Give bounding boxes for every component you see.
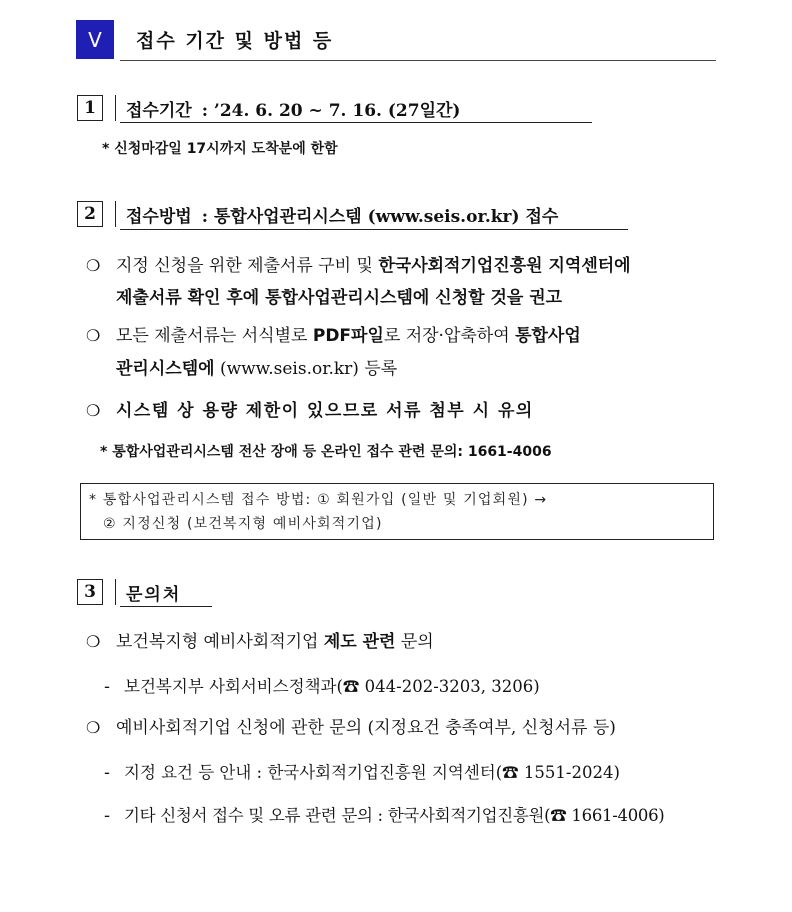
dash-marker: - <box>104 763 110 782</box>
subheading-method <box>77 201 558 227</box>
subheading-underline <box>120 229 628 230</box>
text: 보건복지형 예비사회적기업 <box>116 632 324 652</box>
list-item <box>86 627 434 652</box>
contact-line <box>104 759 620 783</box>
bullet-icon: ❍ <box>86 401 101 420</box>
list-item <box>86 251 631 276</box>
list-item <box>86 396 534 421</box>
text: 로 저장·압축하여 <box>383 326 516 346</box>
text: (www.seis.or.kr) 등록 <box>214 359 398 379</box>
contact-line <box>104 673 540 697</box>
text-bold: 제도 관련 <box>323 632 396 652</box>
bullet-icon: ❍ <box>86 326 101 345</box>
text: 보건복지부 사회서비스정책과(☎ 044-202-3203, 3206) <box>124 677 540 696</box>
subheading-contact <box>77 579 181 605</box>
text-bold: 한국사회적기업진흥원 지역센터에 <box>378 256 631 276</box>
text-bold: 관리시스템에 <box>116 359 215 379</box>
list-item <box>86 713 616 738</box>
subheading-underline <box>120 122 592 123</box>
section-number-badge: Ⅴ <box>76 20 114 59</box>
section-divider <box>120 60 716 61</box>
bullet-icon: ❍ <box>86 718 101 737</box>
dash-marker: - <box>104 806 110 825</box>
text: 지정 신청을 위한 제출서류 구비 및 <box>116 256 379 276</box>
bullet-icon: ❍ <box>86 632 101 651</box>
dash-marker: - <box>104 677 110 696</box>
subheading-number: 1 <box>77 95 103 121</box>
text: 기타 신청서 접수 및 오류 관련 문의 : 한국사회적기업진흥원(☎ 1661-4006) <box>124 806 665 825</box>
subheading-label: 문의처 <box>126 584 182 605</box>
subheading-separator <box>115 95 116 121</box>
subheading-separator <box>115 579 116 605</box>
text: 예비사회적기업 신청에 관한 문의 (지정요건 충족여부, 신청서류 등) <box>116 718 616 738</box>
contact-line <box>104 802 664 826</box>
subheading-number: 3 <box>77 579 103 605</box>
subheading-value: : 통합사업관리시스템 (www.seis.or.kr) 접수 <box>201 206 559 227</box>
list-item <box>86 321 581 346</box>
text-bold: PDF파일 <box>312 326 384 346</box>
text: 모든 제출서류는 서식별로 <box>116 326 313 346</box>
text: 지정 요건 등 안내 : 한국사회적기업진흥원 지역센터(☎ 1551-2024) <box>124 763 620 782</box>
bullet-icon: ❍ <box>86 256 101 275</box>
deadline-note: * 신청마감일 17시까지 도착분에 한함 <box>102 141 338 157</box>
subheading-underline <box>120 606 212 607</box>
subheading-separator <box>115 201 116 227</box>
text-bold: 통합사업 <box>515 326 581 346</box>
note-line: ② 지정신청 (보건복지형 예비사회적기업) <box>103 516 383 532</box>
subheading-number: 2 <box>77 201 103 227</box>
text-bold: 제출서류 확인 후에 통합사업관리시스템에 신청할 것을 권고 <box>116 288 563 308</box>
subheading-label: 접수방법 <box>126 206 192 227</box>
text-bold: 시스템 상 용량 제한이 있으므로 서류 첨부 시 유의 <box>116 401 534 421</box>
procedure-note-box <box>80 483 714 540</box>
list-item-continued <box>116 283 562 308</box>
subheading-period <box>77 95 460 121</box>
note-line: * 통합사업관리시스템 접수 방법: ① 회원가입 (일반 및 기업회원) → <box>89 492 548 508</box>
section-title: 접수 기간 및 방법 등 <box>136 30 334 52</box>
subheading-value: : ’24. 6. 20 ~ 7. 16. (27일간) <box>201 100 461 121</box>
text: 문의 <box>395 632 434 652</box>
online-support-note: * 통합사업관리시스템 전산 장애 등 온라인 접수 관련 문의: 1661-4006 <box>100 444 552 460</box>
list-item-continued <box>116 354 397 379</box>
subheading-label: 접수기간 <box>126 100 192 121</box>
